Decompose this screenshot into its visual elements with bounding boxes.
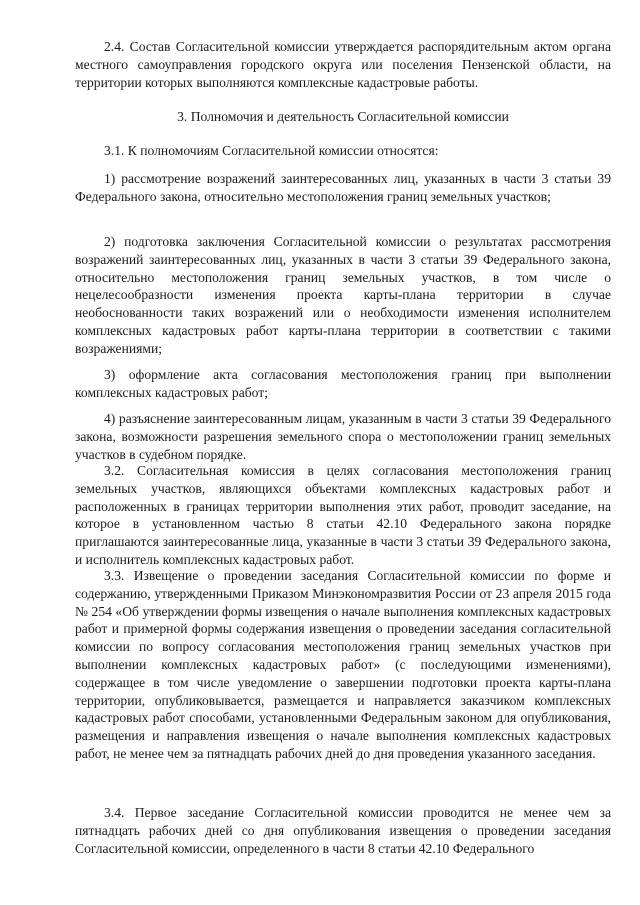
list-item-1: 1) рассмотрение возражений заинтересованных лиц, указанных в части 3 статьи 39 Федерального закона, относительно местоположения границ земельных участков; bbox=[75, 171, 611, 204]
list-item-3: 3) оформление акта согласования местоположения границ при выполнении комплексных кадастровых работ; bbox=[75, 367, 611, 400]
paragraph-2-4: 2.4. Состав Согласительной комиссии утверждается распорядительным актом органа местного самоуправления городского округа или поселения Пензенской области, на территории которых выполняются комплексные кадастровые работы. bbox=[75, 39, 611, 90]
paragraph-3-2: 3.2. Согласительная комиссия в целях согласования местоположения границ земельных участков, являющихся объектами комплексных кадастровых работ и расположенных в границах территории выполнения этих работ, проводит заседание, на которое в установленном частью 8 статьи 42.10 Федерального закона порядке приглашаются заинтересованные лица, указанные в части 3 статьи 39 Федерального закона, и исполнитель комплексных кадастровых работ. bbox=[75, 463, 611, 567]
list-item-2: 2) подготовка заключения Согласительной комиссии о результатах рассмотрения возражений заинтересованных лиц, указанных в части 3 статьи 39 Федерального закона, относительно местоположения границ земельных участков, в том числе о нецелесообразности изменения проекта карты-плана территории в случае необоснованности таких возражений или о необходимости изменения исполнителем комплексных кадастровых работ карты-плана территории в соответствии с такими возражениями; bbox=[75, 234, 611, 356]
paragraph-3-3: 3.3. Извещение о проведении заседания Согласительной комиссии по форме и содержанию, утвержденными Приказом Минэкономразвития России от 23 апреля 2015 года № 254 «Об утверждении формы извещения о начале выполнения комплексных кадастровых работ и примерной формы содержания извещения о проведении заседания согласительной комиссии по вопросу согласования местоположения границ земельных участков при выполнении комплексных кадастровых работ» (с последующими изменениями), содержащее в том числе уведомление о завершении подготовки проекта карты-плана территории, опубликовывается, размещается и направляется заказчиком комплексных кадастровых работ способами, установленными Федеральным законом для опубликования, размещения и направления извещения о начале выполнения комплексных кадастровых работ, не менее чем за пятнадцать рабочих дней до дня проведения указанного заседания. bbox=[75, 568, 611, 761]
section-heading: 3. Полномочия и деятельность Согласительной комиссии bbox=[177, 109, 509, 124]
paragraph-3-1: 3.1. К полномочиям Согласительной комиссии относятся: bbox=[104, 143, 439, 158]
list-item-4: 4) разъяснение заинтересованным лицам, указанным в части 3 статьи 39 Федерального закона, возможности разрешения земельного спора о местоположении границ земельных участков в судебном порядке. bbox=[75, 411, 611, 462]
paragraph-3-4: 3.4. Первое заседание Согласительной комиссии проводится не менее чем за пятнадцать рабочих дней со дня опубликования извещения о проведении заседания Согласительной комиссии, определенного в части 8 статьи 42.10 Федерального bbox=[75, 805, 611, 856]
